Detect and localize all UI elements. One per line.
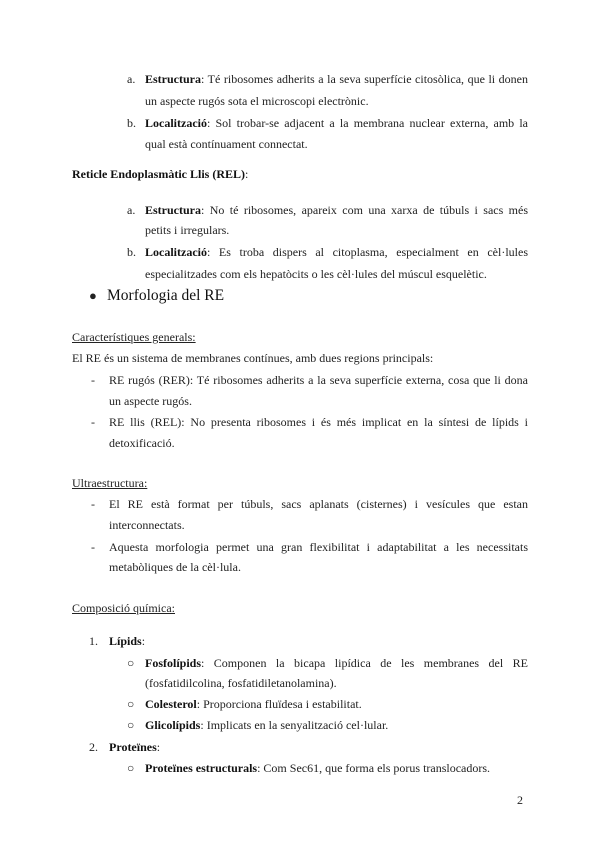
caract-item-2-line1: RE llis (REL): No presenta ribosomes i és més implicat en la síntesi de lípids i: [109, 415, 528, 429]
term-text: : Com Sec61, que forma els porus translocadors.: [257, 761, 491, 775]
fosfolipids-line1: [145, 657, 528, 669]
colesterol-line: [145, 698, 362, 710]
rel-heading-suffix: :: [245, 167, 249, 181]
caracteristiques-intro: El RE és un sistema de membranes contínues, amb dues regions principals:: [72, 351, 434, 365]
fosfolipids-line2: (fosfatidilcolina, fosfatidiletanolamina).: [145, 676, 337, 690]
ultra-item-1-line1: El RE està format per túbuls, sacs aplanats (cisternes) i vesícules que estan: [109, 497, 528, 511]
ultraestructura-heading: Ultraestructura:: [72, 476, 148, 490]
term-label: Proteïnes estructurals: [145, 761, 258, 775]
lipids-heading: [109, 635, 145, 647]
circle-bullet-icon: ○: [127, 656, 135, 670]
term-label: Estructura: [145, 203, 201, 217]
caract-item-2-line2: detoxificació.: [109, 436, 175, 450]
list-dash: -: [91, 373, 95, 387]
list-marker: 1.: [89, 634, 98, 648]
circle-bullet-icon: ○: [127, 761, 135, 775]
ultra-item-2-line1: Aquesta morfologia permet una gran flexibilitat i adaptabilitat a les necessitats: [109, 540, 528, 554]
term-text: : Proporciona fluïdesa i estabilitat.: [196, 697, 362, 711]
rer-localitzacio-line1: [145, 117, 528, 129]
page-number: 2: [517, 793, 523, 807]
lipids-label: Lípids: [109, 634, 142, 648]
term-label: Localització: [145, 245, 207, 259]
list-dash: -: [91, 415, 95, 429]
lipids-suffix: :: [141, 634, 146, 648]
list-marker: a.: [127, 72, 136, 86]
rel-heading: [72, 168, 248, 180]
list-marker: b.: [127, 116, 136, 130]
list-dash: -: [91, 540, 95, 554]
proteines-heading: [109, 741, 160, 753]
term-text: : No té ribosomes, apareix com una xarxa de túbuls i sacs més: [201, 203, 528, 217]
term-text: : Componen la bicapa lipídica de les membranes del RE: [201, 656, 528, 670]
term-label: Glicolípids: [145, 718, 201, 732]
caract-item-1-line1: RE rugós (RER): Té ribosomes adherits a la seva superfície externa, cosa que li dona: [109, 373, 528, 387]
circle-bullet-icon: ○: [127, 718, 135, 732]
list-marker: b.: [127, 245, 136, 259]
term-label: Fosfolípids: [145, 656, 202, 670]
rer-localitzacio-line2: qual està contínuament connectat.: [145, 137, 308, 151]
bullet-icon: ●: [89, 288, 97, 303]
rel-localitzacio-line2: especialitzades com els hepatòcits o les cèl·lules del múscul esquelètic.: [145, 267, 487, 281]
ultra-item-1-line2: interconnectats.: [109, 518, 185, 532]
term-label: Colesterol: [145, 697, 197, 711]
list-dash: -: [91, 497, 95, 511]
list-marker: 2.: [89, 740, 98, 754]
section-title: Morfologia del RE: [107, 287, 225, 304]
list-marker: a.: [127, 203, 136, 217]
term-text: : Implicats en la senyalització cel·lular.: [200, 718, 389, 732]
rer-estructura-line1: [145, 73, 528, 85]
rer-estructura-line2: un aspecte rugós sota el microscopi electrònic.: [145, 94, 369, 108]
proteines-label: Proteïnes: [109, 740, 157, 754]
rel-estructura-line1: [145, 204, 528, 216]
term-text: : Sol trobar-se adjacent a la membrana nuclear externa, amb la: [206, 116, 528, 130]
composicio-heading: Composició química:: [72, 601, 175, 615]
circle-bullet-icon: ○: [127, 697, 135, 711]
caracteristiques-heading: Característiques generals:: [72, 330, 196, 344]
term-label: Estructura: [145, 72, 201, 86]
rel-estructura-line2: petits i irregulars.: [145, 223, 230, 237]
proteines-estructurals-line: [145, 762, 490, 774]
rel-heading-label: Reticle Endoplasmàtic Llis (REL): [72, 167, 245, 181]
glicolipids-line: [145, 719, 388, 731]
ultra-item-2-line2: metabòliques de la cèl·lula.: [109, 560, 241, 574]
term-label: Localització: [145, 116, 207, 130]
proteines-suffix: :: [156, 740, 161, 754]
term-text: : Es troba dispers al citoplasma, especialment en cèl·lules: [206, 245, 528, 259]
rel-localitzacio-line1: [145, 246, 528, 258]
caract-item-1-line2: un aspecte rugós.: [109, 394, 192, 408]
term-text: : Té ribosomes adherits a la seva superfície citosòlica, que li donen: [201, 72, 528, 86]
